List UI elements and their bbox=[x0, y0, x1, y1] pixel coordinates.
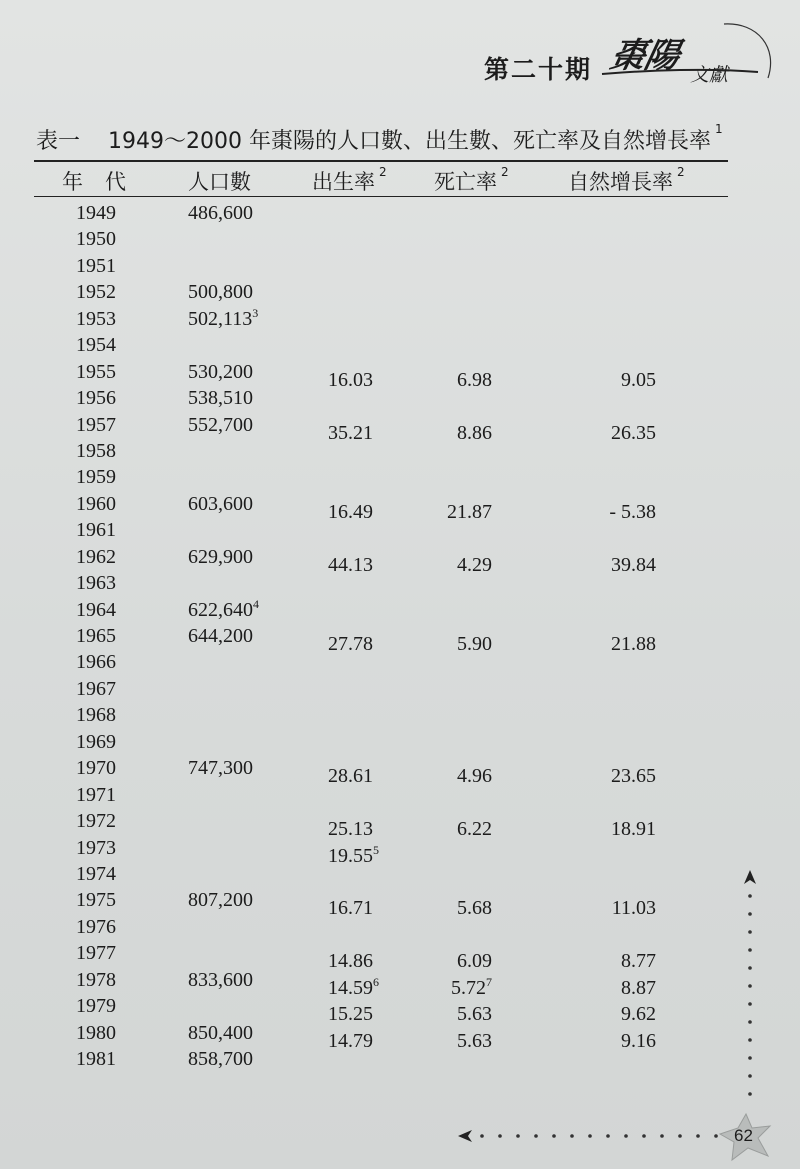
table-row bbox=[0, 200, 800, 226]
table-row bbox=[0, 993, 800, 1026]
population-cell: 500,800 bbox=[188, 281, 253, 304]
population-cell: 552,700 bbox=[188, 413, 253, 436]
natural-growth-cell: 8.87 bbox=[621, 976, 656, 999]
natural-growth-cell: - 5.38 bbox=[609, 500, 656, 523]
population-cell: 850,400 bbox=[188, 1021, 253, 1044]
table-row bbox=[0, 861, 800, 887]
table-row bbox=[0, 808, 800, 841]
logo-arc-icon bbox=[718, 18, 778, 88]
population-cell: 603,600 bbox=[188, 492, 253, 515]
table-row bbox=[0, 835, 800, 867]
year-cell: 1949 bbox=[76, 202, 116, 224]
table-title bbox=[36, 124, 723, 155]
year-cell: 1953 bbox=[76, 307, 116, 330]
population-cell: 833,600 bbox=[188, 968, 253, 991]
column-header-population: 人口數 bbox=[188, 170, 251, 194]
table-title-text: 1949～2000 年棗陽的人口數、出生數、死亡率及自然增長率 bbox=[108, 129, 711, 154]
birth-rate-cell: 44.13 bbox=[328, 553, 373, 576]
journal-logo: 棗陽 bbox=[607, 36, 684, 76]
death-rate-cell: 5.72 7 bbox=[432, 977, 492, 1000]
year-cell: 1974 bbox=[76, 862, 116, 885]
year-cell: 1967 bbox=[76, 677, 116, 700]
table-row bbox=[0, 253, 800, 279]
population-cell: 644,200 bbox=[188, 625, 253, 647]
year-cell: 1979 bbox=[76, 995, 116, 1018]
table-row bbox=[0, 914, 800, 940]
table-row bbox=[0, 887, 800, 920]
death-rate-cell: 5.63 bbox=[457, 1003, 492, 1026]
table-row bbox=[0, 385, 800, 411]
table-row bbox=[0, 517, 800, 543]
year-cell: 1976 bbox=[76, 915, 116, 938]
population-cell: 807,200 bbox=[188, 889, 253, 912]
table-row bbox=[0, 597, 800, 623]
year-cell: 1973 bbox=[76, 836, 116, 859]
year-cell: 1972 bbox=[76, 810, 116, 833]
death-rate-cell: 5.90 bbox=[457, 633, 492, 655]
issue-label: 第二十期 bbox=[484, 55, 593, 84]
table-row bbox=[0, 729, 800, 755]
column-header-year: 年代 bbox=[62, 170, 148, 194]
natural-growth-cell: 23.65 bbox=[611, 765, 656, 788]
death-rate-cell: 4.29 bbox=[457, 553, 492, 576]
year-cell: 1968 bbox=[76, 704, 116, 727]
table-top-rule bbox=[34, 160, 728, 162]
table-header-rule bbox=[34, 196, 728, 197]
death-rate-cell: 5.63 bbox=[457, 1029, 492, 1052]
table-row bbox=[0, 623, 800, 655]
column-header-natural-growth: 自然增長率 $^2$ bbox=[568, 165, 685, 194]
table-row bbox=[0, 1020, 800, 1052]
year-cell: 1969 bbox=[76, 730, 116, 753]
natural-growth-cell: 11.03 bbox=[611, 897, 656, 920]
table-row bbox=[0, 940, 800, 973]
column-header-death-rate: 死亡率 $^2$ bbox=[434, 165, 509, 194]
title-footnote: 1 bbox=[715, 122, 723, 136]
death-rate-cell: 8.86 bbox=[457, 421, 492, 444]
death-rate-cell: 5.68 bbox=[457, 897, 492, 920]
birth-rate-cell: 28.61 bbox=[328, 765, 373, 788]
table-row bbox=[0, 412, 800, 444]
year-cell: 1975 bbox=[76, 889, 116, 912]
year-cell: 1958 bbox=[76, 439, 116, 462]
table-row bbox=[0, 279, 800, 305]
birth-rate-cell: 16.49 bbox=[328, 500, 373, 523]
population-cell: 502,113 3 bbox=[188, 308, 258, 331]
natural-growth-cell: 39.84 bbox=[611, 553, 656, 576]
table-row bbox=[0, 544, 800, 576]
table-row bbox=[0, 570, 800, 596]
year-cell: 1956 bbox=[76, 387, 116, 410]
year-cell: 1951 bbox=[76, 254, 116, 277]
table-number: 表一 bbox=[36, 129, 81, 154]
column-header-birth-rate: 出生率 $^2$ bbox=[312, 165, 387, 194]
horizontal-arrow-dots-icon bbox=[458, 1126, 728, 1146]
birth-rate-cell: 25.13 bbox=[328, 818, 373, 841]
year-cell: 1965 bbox=[76, 625, 116, 647]
year-cell: 1954 bbox=[76, 334, 116, 357]
year-cell: 1980 bbox=[76, 1021, 116, 1044]
table-row bbox=[0, 332, 800, 358]
page-number: 62 bbox=[734, 1126, 753, 1145]
death-rate-cell: 21.87 bbox=[447, 500, 492, 523]
year-cell: 1981 bbox=[76, 1048, 116, 1070]
table-row bbox=[0, 359, 800, 391]
table-row bbox=[0, 702, 800, 728]
population-cell: 858,700 bbox=[188, 1048, 253, 1070]
population-cell: 747,300 bbox=[188, 757, 253, 780]
table-row bbox=[0, 649, 800, 675]
year-cell: 1970 bbox=[76, 757, 116, 780]
year-cell: 1963 bbox=[76, 572, 116, 595]
table-body bbox=[0, 200, 800, 1072]
natural-growth-cell: 9.62 bbox=[621, 1003, 656, 1026]
death-rate-cell: 6.22 bbox=[457, 818, 492, 841]
birth-rate-cell: 27.78 bbox=[328, 633, 373, 655]
birth-rate-cell: 19.55 5 bbox=[328, 845, 379, 868]
year-cell: 1977 bbox=[76, 942, 116, 965]
population-cell: 622,640 4 bbox=[188, 599, 259, 622]
vertical-arrow-dots-icon bbox=[744, 870, 756, 1120]
year-cell: 1960 bbox=[76, 492, 116, 515]
natural-growth-cell: 26.35 bbox=[611, 421, 656, 444]
table-row bbox=[0, 1046, 800, 1072]
birth-rate-cell: 35.21 bbox=[328, 421, 373, 444]
table-row bbox=[0, 755, 800, 788]
table-row bbox=[0, 967, 800, 999]
year-cell: 1961 bbox=[76, 519, 116, 542]
year-cell: 1978 bbox=[76, 968, 116, 991]
natural-growth-cell: 9.05 bbox=[621, 368, 656, 391]
birth-rate-cell: 16.03 bbox=[328, 368, 373, 391]
death-rate-cell: 6.09 bbox=[457, 950, 492, 973]
natural-growth-cell: 18.91 bbox=[611, 818, 656, 841]
population-cell: 538,510 bbox=[188, 387, 253, 410]
birth-rate-cell: 14.86 bbox=[328, 950, 373, 973]
birth-rate-cell: 16.71 bbox=[328, 897, 373, 920]
year-cell: 1959 bbox=[76, 466, 116, 489]
year-cell: 1962 bbox=[76, 545, 116, 568]
table-row bbox=[0, 491, 800, 523]
natural-growth-cell: 21.88 bbox=[611, 633, 656, 655]
natural-growth-cell: 9.16 bbox=[621, 1029, 656, 1052]
population-cell: 629,900 bbox=[188, 545, 253, 568]
natural-growth-cell: 8.77 bbox=[621, 950, 656, 973]
population-cell: 486,600 bbox=[188, 202, 253, 224]
year-cell: 1971 bbox=[76, 783, 116, 806]
year-cell: 1955 bbox=[76, 360, 116, 383]
table-row bbox=[0, 306, 800, 332]
death-rate-cell: 4.96 bbox=[457, 765, 492, 788]
birth-rate-cell: 14.59 6 bbox=[328, 977, 379, 1000]
table-row bbox=[0, 782, 800, 808]
year-cell: 1957 bbox=[76, 413, 116, 436]
table-row bbox=[0, 438, 800, 464]
table-row bbox=[0, 464, 800, 490]
year-cell: 1950 bbox=[76, 228, 116, 251]
population-cell: 530,200 bbox=[188, 360, 253, 383]
death-rate-cell: 6.98 bbox=[457, 368, 492, 391]
year-cell: 1966 bbox=[76, 651, 116, 674]
year-cell: 1964 bbox=[76, 598, 116, 621]
journal-logo-subtitle: 文獻 bbox=[690, 64, 729, 86]
year-cell: 1952 bbox=[76, 281, 116, 304]
birth-rate-cell: 15.25 bbox=[328, 1003, 373, 1026]
table-row bbox=[0, 676, 800, 702]
birth-rate-cell: 14.79 bbox=[328, 1029, 373, 1052]
table-row bbox=[0, 226, 800, 252]
